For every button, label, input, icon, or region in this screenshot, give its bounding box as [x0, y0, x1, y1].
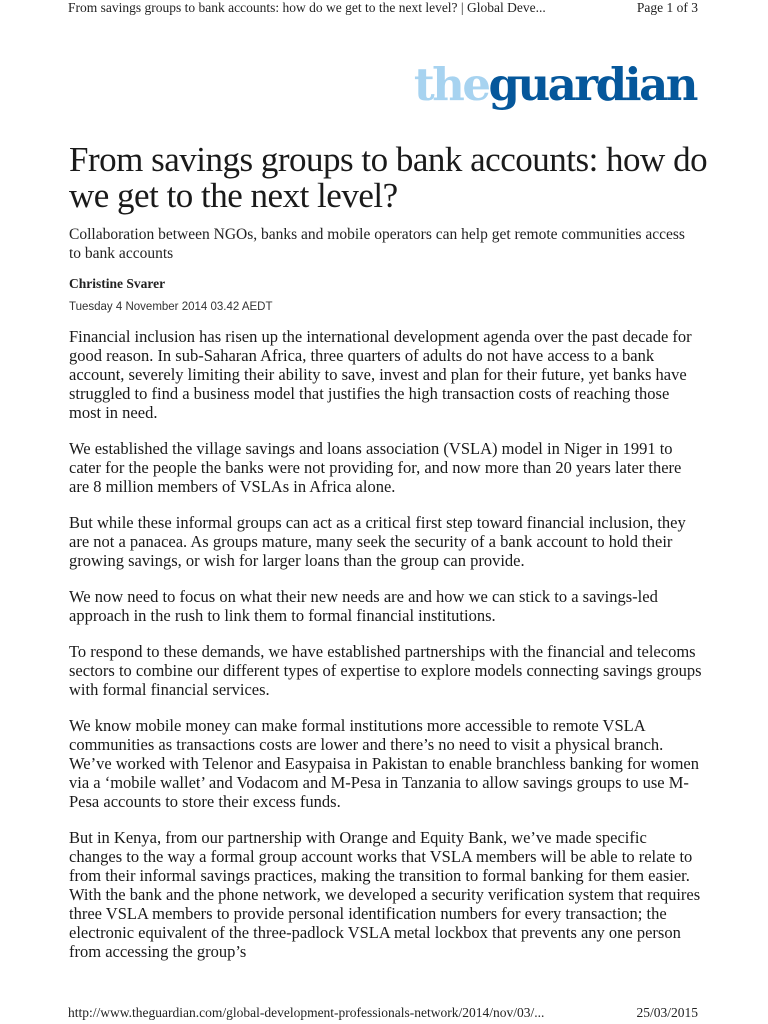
article-dateline: Tuesday 4 November 2014 03.42 AEDT	[69, 301, 273, 313]
article-paragraph: To respond to these demands, we have established partnerships with the financial and telecoms sectors to combine our different types of expertise to explore models connecting savings groups with formal financial services.	[69, 642, 702, 699]
article-paragraph: We know mobile money can make formal institutions more accessible to remote VSLA communities as transactions costs are lower and there’s no need to visit a physical branch. We’ve worked with Telenor and Easypaisa in Pakistan to enable branchless banking for women via a ‘mobile wallet’ and Vodacom and M-Pesa in Tanzania to allow savings groups to use M-Pesa accounts to store their excess funds.	[69, 716, 699, 811]
print-header-title: From savings groups to bank accounts: how do we get to the next level? | Global Deve...	[68, 0, 546, 15]
article-paragraph: But in Kenya, from our partnership with Orange and Equity Bank, we’ve made specific changes to the way a formal group account works that VSLA members will be able to relate to from their informal savings practices, making the transition to formal banking for them easier. With the bank and the phone network, we developed a security verification system that requires three VSLA members to provide personal identification numbers for every transaction; the electronic equivalent of the three-padlock VSLA metal lockbox that prevents any one person from accessing the group’s	[69, 828, 701, 961]
article-paragraph: But while these informal groups can act as a critical first step toward financial inclusion, they are not a panacea. As groups mature, many seek the security of a bank account to hold their growing savings, or wish for larger loans than the group can provide.	[69, 513, 686, 570]
article-paragraph: Financial inclusion has risen up the international development agenda over the past decade for good reason. In sub-Saharan Africa, three quarters of adults do not have access to a bank account, severely limiting their ability to save, invest and plan for their future, yet banks have struggled to find a business model that justifies the high transaction costs of reaching those most in need.	[69, 327, 692, 422]
article-headline: From savings groups to bank accounts: how do we get to the next level?	[69, 140, 708, 215]
print-footer	[68, 1005, 698, 1021]
article-paragraph: We established the village savings and loans association (VSLA) model in Niger in 1991 to cater for the people the banks were not providing for, and now more than 20 years later there are 8 million members of VSLAs in Africa alone.	[69, 439, 682, 496]
article-paragraph: We now need to focus on what their new needs are and how we can stick to a savings-led approach in the rush to link them to formal financial institutions.	[69, 587, 658, 625]
print-header-page-number: Page 1 of 3	[636, 0, 698, 15]
logo-the: the	[413, 58, 489, 111]
article-standfirst: Collaboration between NGOs, banks and mobile operators can help get remote communities access to bank accounts	[69, 226, 685, 262]
print-footer-url: http://www.theguardian.com/global-development-professionals-network/2014/nov/03/...	[68, 1005, 545, 1020]
print-footer-date: 25/03/2015	[636, 1005, 698, 1020]
logo-guardian: guardian	[488, 58, 696, 111]
article-body	[69, 327, 704, 961]
article-byline: Christine Svarer	[69, 276, 166, 291]
guardian-logo	[414, 60, 696, 110]
print-header	[68, 0, 698, 16]
